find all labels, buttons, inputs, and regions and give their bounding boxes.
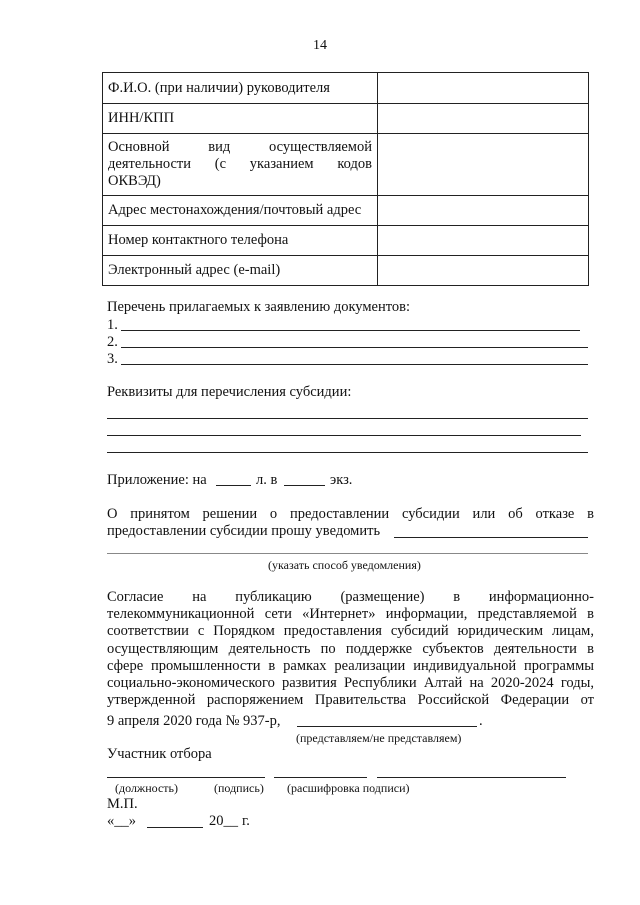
consent-line-1: Согласие на публикацию (размещение) в информационно-: [107, 589, 594, 605]
page-number: 14: [313, 38, 327, 53]
activity-line-1: Основной вид осуществляемой: [108, 139, 372, 155]
row-label-director: Ф.И.О. (при наличии) руководителя: [103, 73, 378, 104]
consent-line-6: социально-экономического развития Республики Алтай на 2020-2024 годы,: [107, 675, 594, 692]
row-value-director[interactable]: [378, 73, 589, 104]
row-label-activity: [103, 134, 378, 196]
row-value-inn-kpp[interactable]: [378, 104, 589, 134]
applicant-info-table: [102, 72, 589, 286]
position-line[interactable]: [107, 777, 265, 778]
date-month-line[interactable]: [147, 827, 203, 828]
attachment-middle: л. в: [256, 472, 278, 488]
consent-line-7: утвержденной распоряжением Правительства Российской Федерации от: [107, 692, 594, 709]
document-item-3-number: 3.: [107, 351, 118, 367]
requisites-line-1[interactable]: [107, 418, 588, 419]
seal-label: М.П.: [107, 796, 138, 812]
notification-method-line[interactable]: [394, 537, 588, 538]
date-day: «__»: [107, 813, 136, 829]
document-item-1-line[interactable]: [121, 330, 580, 331]
table-row: [103, 196, 589, 226]
consent-paragraph: [107, 589, 594, 709]
requisites-line-3[interactable]: [107, 452, 588, 453]
participant-label: Участник отбора: [107, 746, 212, 762]
row-label-phone: Номер контактного телефона: [103, 226, 378, 256]
row-value-address[interactable]: [378, 196, 589, 226]
consent-end-period: .: [479, 713, 483, 729]
documents-heading: Перечень прилагаемых к заявлению документов:: [107, 299, 410, 315]
position-caption: (должность): [115, 781, 178, 795]
signature-decoding-caption: (расшифровка подписи): [287, 781, 410, 795]
consent-choice-line[interactable]: [297, 726, 477, 727]
row-value-activity[interactable]: [378, 134, 589, 196]
row-label-inn-kpp: ИНН/КПП: [103, 104, 378, 134]
date-year: 20__: [209, 813, 238, 829]
activity-line-3: ОКВЭД): [108, 173, 161, 189]
table-row: [103, 256, 589, 286]
requisites-heading: Реквизиты для перечисления субсидии:: [107, 384, 352, 400]
notification-line-2: предоставлении субсидии прошу уведомить: [107, 523, 381, 539]
row-label-address: Адрес местонахождения/почтовый адрес: [103, 196, 378, 226]
notification-caption: (указать способ уведомления): [268, 558, 421, 572]
document-item-1-number: 1.: [107, 317, 118, 333]
attachment-suffix: экз.: [330, 472, 353, 488]
notification-method-line-2[interactable]: [107, 553, 588, 554]
attachment-prefix: Приложение: на: [107, 472, 207, 488]
signature-caption: (подпись): [214, 781, 264, 795]
document-item-2-number: 2.: [107, 334, 118, 350]
row-value-email[interactable]: [378, 256, 589, 286]
consent-line-4: осуществляющим деятельность по поддержке субъектов деятельности в: [107, 640, 594, 657]
row-label-email: Электронный адрес (e-mail): [103, 256, 378, 286]
table-row: [103, 134, 589, 196]
row-value-phone[interactable]: [378, 226, 589, 256]
consent-line-3: соответствии с Порядком предоставления субсидий юридическим лицам,: [107, 623, 594, 640]
document-item-2-line[interactable]: [121, 347, 588, 348]
consent-caption: (представляем/не представляем): [296, 731, 462, 745]
activity-line-2: деятельности (с указанием кодов: [108, 156, 372, 172]
table-row: [103, 104, 589, 134]
consent-last-line: 9 апреля 2020 года № 937-р,: [107, 713, 281, 729]
consent-line-2: телекоммуникационной сети «Интернет» информации, представляемой в: [107, 606, 594, 623]
requisites-line-2[interactable]: [107, 435, 581, 436]
table-row: [103, 226, 589, 256]
table-row: [103, 73, 589, 104]
signature-decoding-line[interactable]: [377, 777, 566, 778]
consent-line-5: сфере промышленности в рамках реализации индивидуальной программы: [107, 657, 594, 674]
attachment-copies-line[interactable]: [284, 485, 325, 486]
date-suffix: г.: [242, 813, 250, 829]
attachment-sheets-line[interactable]: [216, 485, 251, 486]
document-item-3-line[interactable]: [121, 364, 588, 365]
signature-line[interactable]: [274, 777, 367, 778]
notification-line-1: О принятом решении о предоставлении субсидии или об отказе в: [107, 506, 594, 522]
